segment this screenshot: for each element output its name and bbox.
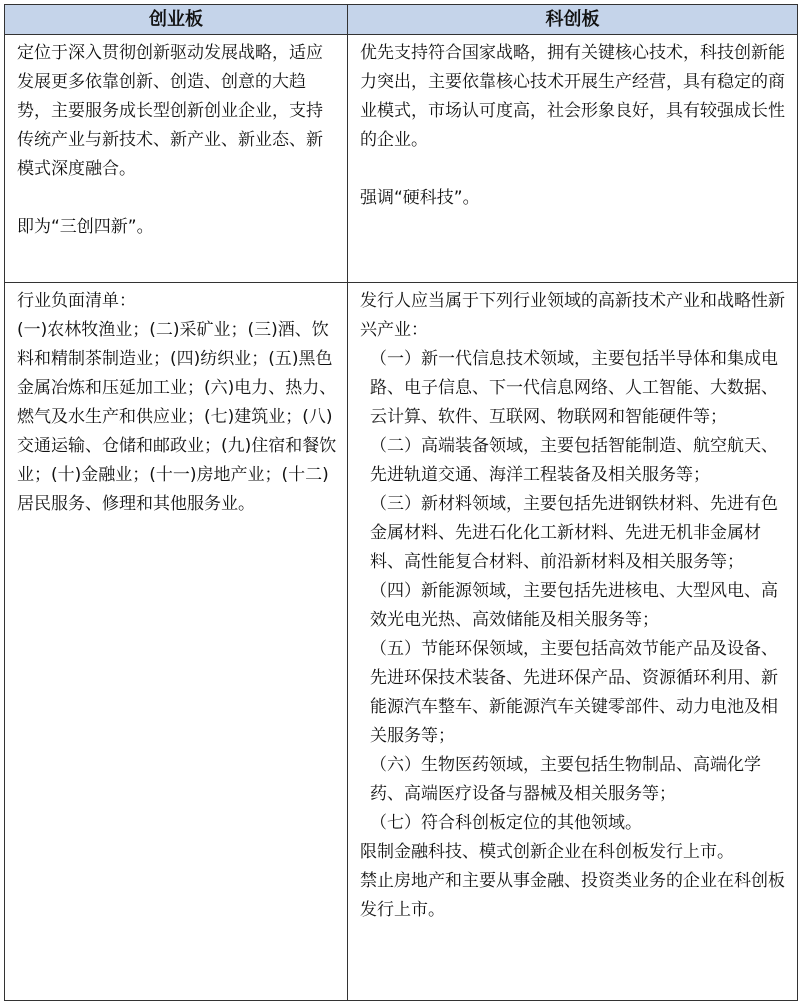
star-positioning-note: 强调“硬科技”。 [360, 188, 480, 208]
star-positioning-text: 优先支持符合国家战略，拥有关键核心技术，科技创新能力突出，主要依靠核心技术开展生产经营，具有稳定的商业模式，市场认可度高，社会形象良好，具有较强成长性的企业。 [360, 43, 785, 150]
chinext-positioning-note: 即为“三创四新”。 [17, 217, 154, 237]
star-restriction-real-estate: 禁止房地产和主要从事金融、投资类业务的企业在科创板发行上市。 [360, 871, 785, 920]
chinext-negative-list-text: (一)农林牧渔业；(二)采矿业；(三)酒、饮料和精制茶制造业；(四)纺织业；(五)黑色金属冶炼和压延加工业；(六)电力、热力、燃气及水生产和供应业；(七)建筑业；(八)交通运输、仓储和邮政业；(九)住宿和餐饮业；(十)金融业；(十一)房地产业；(十二)居民服务、修理和其他服务业。 [17, 320, 337, 514]
star-industry-item: （四）新能源领域，主要包括先进核电、大型风电、高效光电光热、高效储能及相关服务等； [370, 581, 778, 630]
chinext-negative-list-title: 行业负面清单： [17, 291, 136, 311]
header-row [5, 5, 798, 35]
industry-row [5, 283, 798, 1001]
star-industry-item: （三）新材料领域，主要包括先进钢铁材料、先进有色金属材料、先进石化化工新材料、先进无机非金属材料、高性能复合材料、前沿新材料及相关服务等； [370, 494, 778, 572]
header-star-market: 科创板 [348, 5, 798, 35]
positioning-row [5, 35, 798, 283]
star-industry-item: （五）节能环保领域，主要包括高效节能产品及设备、先进环保技术装备、先进环保产品、资源循环利用、新能源汽车整车、新能源汽车关键零部件、动力电池及相关服务等； [370, 639, 778, 746]
star-industry-intro: 发行人应当属于下列行业领域的高新技术产业和战略性新兴产业： [360, 291, 785, 340]
star-industry-item: （一）新一代信息技术领域，主要包括半导体和集成电路、电子信息、下一代信息网络、人工智能、大数据、云计算、软件、互联网、物联网和智能硬件等； [370, 349, 778, 427]
header-chinext: 创业板 [5, 5, 348, 35]
star-restriction-fintech: 限制金融科技、模式创新企业在科创板发行上市。 [360, 842, 734, 862]
chinext-industry-cell [5, 283, 348, 1001]
chinext-positioning-text: 定位于深入贯彻创新驱动发展战略，适应发展更多依靠创新、创造、创意的大趋势，主要服务成长型创新创业企业，支持传统产业与新技术、新产业、新业态、新模式深度融合。 [17, 43, 323, 179]
comparison-table [4, 4, 798, 1001]
star-industry-cell [348, 283, 798, 1001]
star-positioning-cell [348, 35, 798, 283]
chinext-positioning-cell [5, 35, 348, 283]
star-industry-item: （七）符合科创板定位的其他领域。 [370, 813, 642, 833]
star-industry-item: （二）高端装备领域，主要包括智能制造、航空航天、先进轨道交通、海洋工程装备及相关服务等； [370, 436, 778, 485]
star-industry-item: （六）生物医药领域，主要包括生物制品、高端化学药、高端医疗设备与器械及相关服务等； [370, 755, 761, 804]
